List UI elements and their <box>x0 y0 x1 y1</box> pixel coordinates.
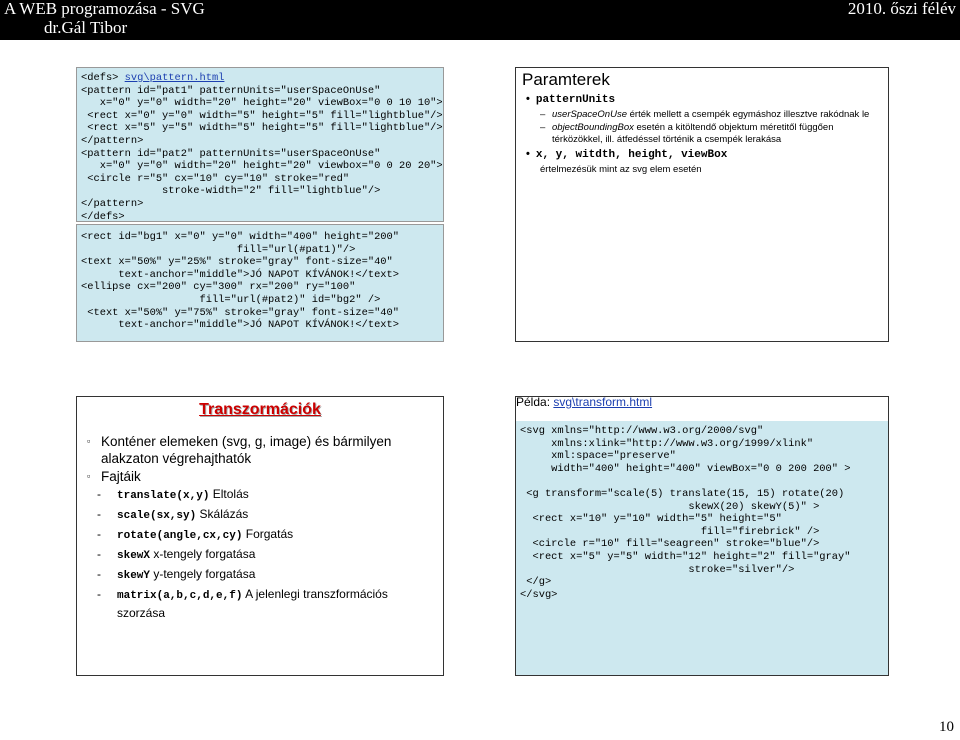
list-item: - matrix(a,b,c,d,e,f) A jelenlegi transzformációs szorzása <box>97 587 388 620</box>
square-bullet-icon: ▫ <box>87 436 91 446</box>
user-space-desc: érték mellett a csempék egymáshoz illesztve rakódnak le <box>626 109 870 120</box>
header-date: 2010. őszi félév <box>847 0 956 18</box>
shapes-code-block <box>76 224 444 342</box>
transform-desc: y-tengely forgatása <box>150 567 256 581</box>
transform-html-link[interactable]: svg\transform.html <box>553 395 653 409</box>
page-header <box>0 0 960 40</box>
pattern-html-link[interactable]: svg\pattern.html <box>124 72 225 84</box>
object-bbox-desc: esetén a kitöltendő objektum méretitől függően térközökkel, ill. átfedéssel történik a csempék lerakása <box>552 122 834 145</box>
sub-user-space: – userSpaceOnUse érték mellett a csempék egymáshoz illesztve rakódnak le <box>540 109 870 120</box>
transform-code: rotate(angle,cx,cy) <box>117 530 243 542</box>
list-item: - skewY y-tengely forgatása <box>97 567 256 582</box>
example-slide <box>515 396 889 676</box>
transform-desc: x-tengely forgatása <box>150 547 256 561</box>
transformation-list <box>87 486 433 622</box>
transform-code: translate(x,y) <box>117 490 210 502</box>
bullet-containers <box>87 433 433 467</box>
transform-code-block <box>516 421 888 675</box>
transform-desc: Skálázás <box>196 507 249 521</box>
bullet-containers-text: Konténer elemeken (svg, g, image) és bármilyen alakzaton végrehajthatók <box>101 434 392 466</box>
sub-object-bbox: – objectBoundingBox esetén a kitöltendő objektum méretitől függően térközökkel, ill. átfedéssel történik a csempék lerakása <box>540 122 834 145</box>
transform-code: matrix(a,b,c,d,e,f) <box>117 590 243 602</box>
list-item: - scale(sx,sy) Skálázás <box>97 507 249 522</box>
bullet-icon: • <box>526 148 530 160</box>
pattern-code-defs-line: <defs> svg\pattern.html <box>81 72 225 84</box>
pattern-code-block <box>76 67 444 222</box>
transform-code: skewY <box>117 570 151 582</box>
shapes-code: <rect id="bg1" x="0" y="0" width="400" height="200" fill="url(#pat1)"/> <text x="50%" y="25%" stroke="gray" font-size="40" text-anchor="middle">JÓ NAPOT KÍVÁNOK!</text> <ellipse cx="200" cy="300" rx="200" ry="100" fill="url(#pat2)" id="bg2" /> <text x="50%" y="75%" stroke="gray" font-size="40" text-anchor="middle">JÓ NAPOT KÍVÁNOK!</text> <box>81 231 400 332</box>
header-title: A WEB programozása - SVG <box>4 0 205 18</box>
parameters-slide <box>515 67 889 342</box>
list-item: - skewX x-tengely forgatása <box>97 547 256 562</box>
bullet-xy-params-label: x, y, witdth, height, viewBox <box>535 149 728 161</box>
bullet-icon: • <box>526 93 530 105</box>
bullet-pattern-units <box>526 93 882 106</box>
bullet-types <box>87 468 433 485</box>
transform-desc: Forgatás <box>242 527 294 541</box>
page-number: 10 <box>939 719 954 735</box>
square-bullet-icon: ▫ <box>87 471 91 481</box>
list-item: - rotate(angle,cx,cy) Forgatás <box>97 527 294 542</box>
transform-desc: Eltolás <box>209 487 249 501</box>
object-bbox-term: objectBoundingBox <box>552 122 634 133</box>
example-label <box>516 395 652 409</box>
header-author: dr.Gál Tibor <box>44 18 128 37</box>
transform-code: skewX <box>117 550 151 562</box>
example-label-text: Példa: <box>516 395 554 409</box>
xy-params-desc: értelmezésük mint az svg elem esetén <box>540 164 702 175</box>
user-space-term: userSpaceOnUse <box>552 109 627 120</box>
list-item: - translate(x,y) Eltolás <box>97 487 249 502</box>
bullet-xy-params <box>526 148 882 161</box>
bullet-types-text: Fajtáik <box>101 469 141 484</box>
bullet-pattern-units-label: patternUnits <box>535 94 616 106</box>
transformations-slide <box>76 396 444 676</box>
pattern-code-defs: <pattern id="pat1" patternUnits="userSpaceOnUse" x="0" y="0" width="20" height="20" viewBox="0 0 10 10"> <rect x="0" y="0" width="5" height="5" fill="lightblue"/> <rect x="5" y="5" width="5" height="5" fill="lightblue"/> </pattern> <pattern id="pat2" patternUnits="userSpaceOnUse" x="0" y="0" width="20" height="20" viewbox="0 0 20 20"> <circle r="5" cx="10" cy="10" stroke="red" stroke-width="2" fill="lightblue"/> </pattern> </defs> <box>81 84 443 223</box>
transform-code: scale(sx,sy) <box>117 510 197 522</box>
transform-code: <svg xmlns="http://www.w3.org/2000/svg" xmlns:xlink="http://www.w3.org/1999/xlink" xml:space="preserve" width="400" height="400" viewBox="0 0 200 200" > <g transform="scale(5) translate(15, 15) rotate(20) skewX(20) skewY(5)" > <rect x="10" y="10" width="5" height="5" fill="firebrick" /> <circle r="10" fill="seagreen" stroke="blue"/> <rect x="5" y="5" width="12" height="2" fill="gray" stroke="silver"/> </g> </svg> <box>520 425 851 601</box>
transformations-title: Transzormációk <box>199 401 321 418</box>
transform-desc: A jelenlegi transzformációs szorzása <box>117 587 388 620</box>
parameters-title: Paramterek <box>522 70 610 89</box>
